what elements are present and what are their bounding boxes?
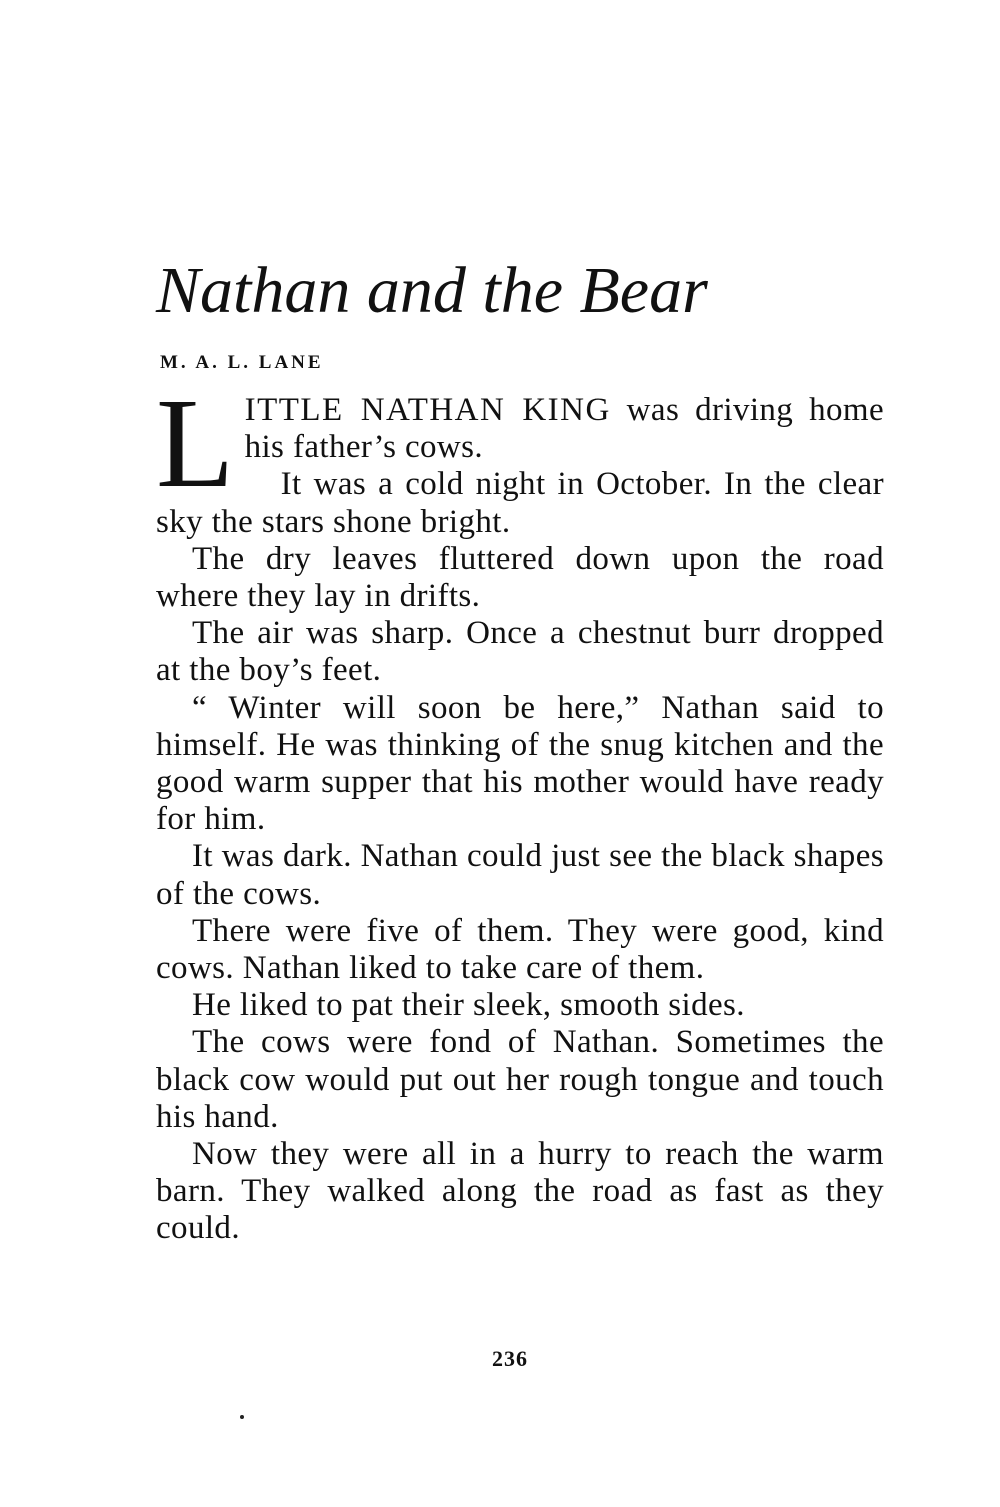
author-byline: M. A. L. LANE (160, 352, 324, 373)
paragraph: “ Winter will soon be here,” Nathan said to himself. He was thinking of the snug kitchen and the good warm supper that his mother would have ready for him. (156, 689, 884, 838)
paragraph: Now they were all in a hurry to reach the warm barn. They walked along the road as fast as they could. (156, 1136, 884, 1247)
paragraph: It was a cold night in October. In the clear sky the stars shone bright. (156, 466, 884, 540)
story-body (156, 372, 884, 1248)
paragraph: It was dark. Nathan could just see the black shapes of the cows. (156, 838, 884, 912)
ink-speck (240, 1415, 244, 1419)
opening-small-caps: ITTLE NATHAN KING (244, 392, 611, 428)
paragraph: The dry leaves fluttered down upon the road where they lay in drifts. (156, 540, 884, 615)
paragraph: There were five of them. They were good, kind cows. Nathan liked to take care of them. (156, 912, 884, 987)
page-number: 236 (492, 1346, 528, 1371)
first-paragraph-text: was driving home his father’s cows. (244, 392, 884, 466)
paragraph: The air was sharp. Once a chestnut burr dropped at the boy’s feet. (156, 615, 884, 689)
story-title: Nathan and the Bear (156, 254, 708, 327)
paragraph: He liked to pat their sleek, smooth sides. (192, 987, 745, 1024)
drop-cap: L (156, 372, 235, 514)
paragraph: The cows were fond of Nathan. Sometimes the black cow would put out her rough tongue and touch his hand. (156, 1024, 884, 1135)
